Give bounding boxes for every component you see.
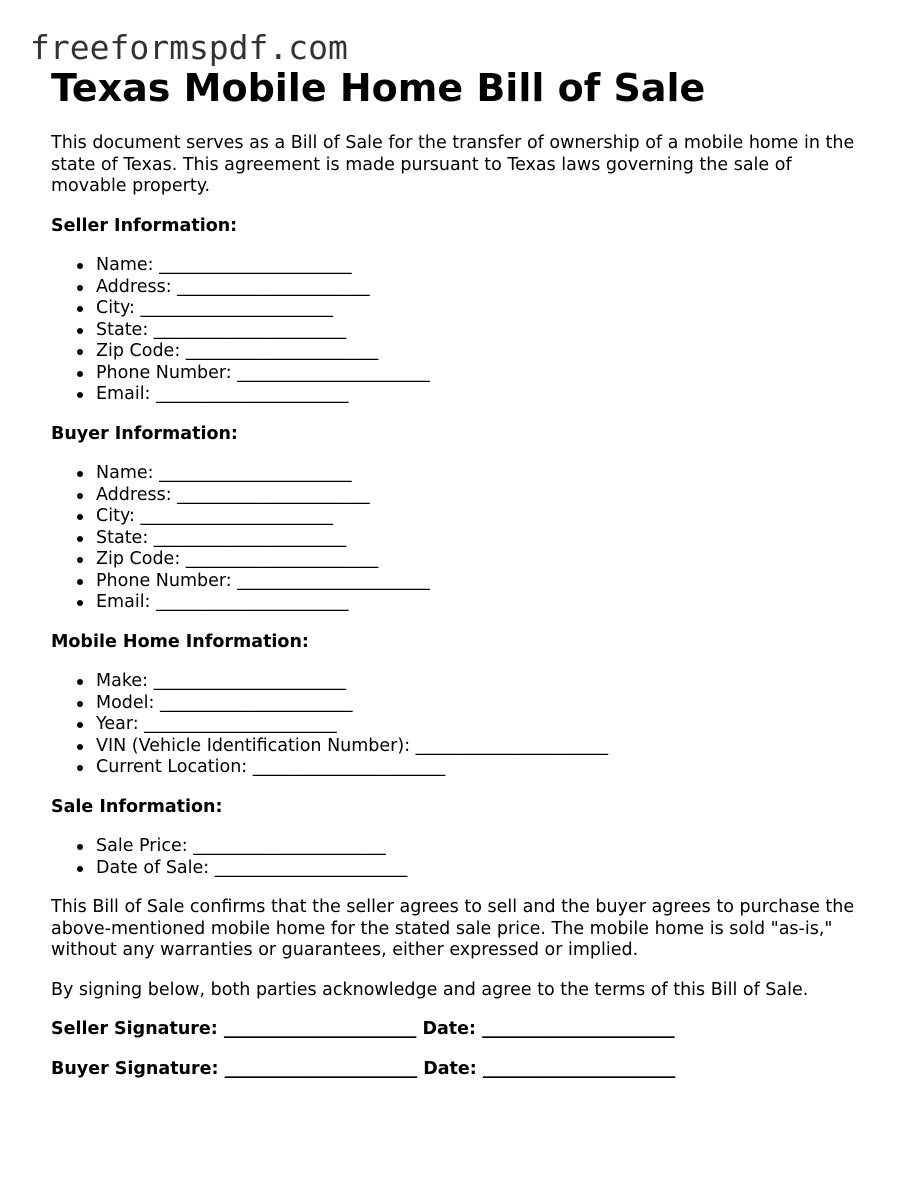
seller-field-list	[51, 255, 871, 406]
field-label: Phone Number:	[96, 362, 232, 383]
field-blank[interactable]: ______________________	[159, 255, 352, 275]
form-field-item	[96, 858, 871, 880]
form-field-item	[96, 528, 871, 550]
field-blank[interactable]: ______________________	[156, 592, 349, 612]
form-field-item	[96, 320, 871, 342]
acknowledgement-paragraph: By signing below, both parties acknowledge and agree to the terms of this Bill of Sale.	[51, 979, 809, 1000]
field-blank[interactable]: ______________________	[153, 319, 347, 340]
form-field-item	[96, 592, 871, 614]
field-blank[interactable]: ______________________	[415, 735, 609, 756]
form-field-item	[96, 485, 871, 507]
document-page	[51, 64, 871, 1080]
field-label: Address:	[96, 276, 172, 297]
home-heading: Mobile Home Information:	[51, 631, 309, 652]
buyer-field-list	[51, 463, 871, 614]
field-label: City:	[96, 298, 135, 318]
field-blank[interactable]: ______________________	[153, 671, 347, 691]
seller-signature-line: Seller Signature: ______________________ Date: ______________________	[51, 1019, 675, 1039]
field-blank[interactable]: ______________________	[237, 362, 430, 383]
seller-heading: Seller Information:	[51, 215, 238, 236]
field-blank[interactable]: ______________________	[159, 463, 352, 483]
home-field-list	[51, 671, 871, 779]
form-field-item	[96, 714, 871, 736]
field-label: Email:	[96, 384, 151, 404]
field-label: Address:	[96, 484, 172, 505]
field-label: Make:	[96, 671, 148, 691]
form-field-item	[96, 363, 871, 385]
field-blank[interactable]: ______________________	[156, 384, 349, 404]
field-label: VIN (Vehicle Identification Number):	[96, 735, 411, 756]
field-label: Current Location:	[96, 757, 248, 777]
field-label: Date of Sale:	[96, 857, 210, 878]
form-field-item	[96, 736, 871, 758]
form-field-item	[96, 384, 871, 406]
field-label: Email:	[96, 592, 151, 612]
form-field-item	[96, 836, 871, 858]
form-field-item	[96, 671, 871, 693]
form-field-item	[96, 549, 871, 571]
field-label: State:	[96, 527, 149, 548]
form-field-item	[96, 298, 871, 320]
field-blank[interactable]: ______________________	[144, 714, 337, 734]
watermark: freeformspdf.com	[30, 28, 348, 67]
field-blank[interactable]: ______________________	[237, 570, 430, 591]
buyer-heading: Buyer Information:	[51, 423, 238, 444]
confirmation-paragraph: This Bill of Sale confirms that the seller agrees to sell and the buyer agrees to purchase the above-mentioned mobile home for the stated sale price. The mobile home is sold "as-is," without any warranties or guarantees, either expressed or implied.	[51, 897, 855, 960]
field-blank[interactable]: ______________________	[140, 298, 334, 318]
form-field-item	[96, 693, 871, 715]
field-blank[interactable]: ______________________	[252, 757, 446, 777]
form-field-item	[96, 463, 871, 485]
field-label: Phone Number:	[96, 570, 232, 591]
field-blank[interactable]: ______________________	[177, 276, 370, 297]
form-field-item	[96, 571, 871, 593]
field-label: Model:	[96, 692, 155, 713]
intro-paragraph: This document serves as a Bill of Sale for the transfer of ownership of a mobile home in the state of Texas. This agreement is made pursuant to Texas laws governing the sale of movable property.	[51, 133, 855, 196]
sale-heading: Sale Information:	[51, 796, 223, 817]
field-blank[interactable]: ______________________	[153, 527, 347, 548]
sale-field-list	[51, 836, 871, 879]
form-field-item	[96, 506, 871, 528]
form-field-item	[96, 277, 871, 299]
field-label: Name:	[96, 463, 154, 483]
form-field-item	[96, 341, 871, 363]
field-label: Sale Price:	[96, 836, 188, 856]
field-label: Zip Code:	[96, 341, 181, 361]
buyer-signature-line: Buyer Signature: ______________________ Date: ______________________	[51, 1058, 676, 1079]
field-blank[interactable]: ______________________	[185, 549, 379, 569]
field-blank[interactable]: ______________________	[160, 692, 353, 713]
field-label: Name:	[96, 255, 154, 275]
field-blank[interactable]: ______________________	[193, 836, 386, 856]
field-label: State:	[96, 319, 149, 340]
field-blank[interactable]: ______________________	[185, 341, 379, 361]
field-blank[interactable]: ______________________	[214, 857, 408, 878]
form-field-item	[96, 757, 871, 779]
form-field-item	[96, 255, 871, 277]
field-label: City:	[96, 506, 135, 526]
field-blank[interactable]: ______________________	[177, 484, 370, 505]
page-title: Texas Mobile Home Bill of Sale	[51, 66, 706, 110]
field-blank[interactable]: ______________________	[140, 506, 334, 526]
field-label: Zip Code:	[96, 549, 181, 569]
field-label: Year:	[96, 714, 139, 734]
